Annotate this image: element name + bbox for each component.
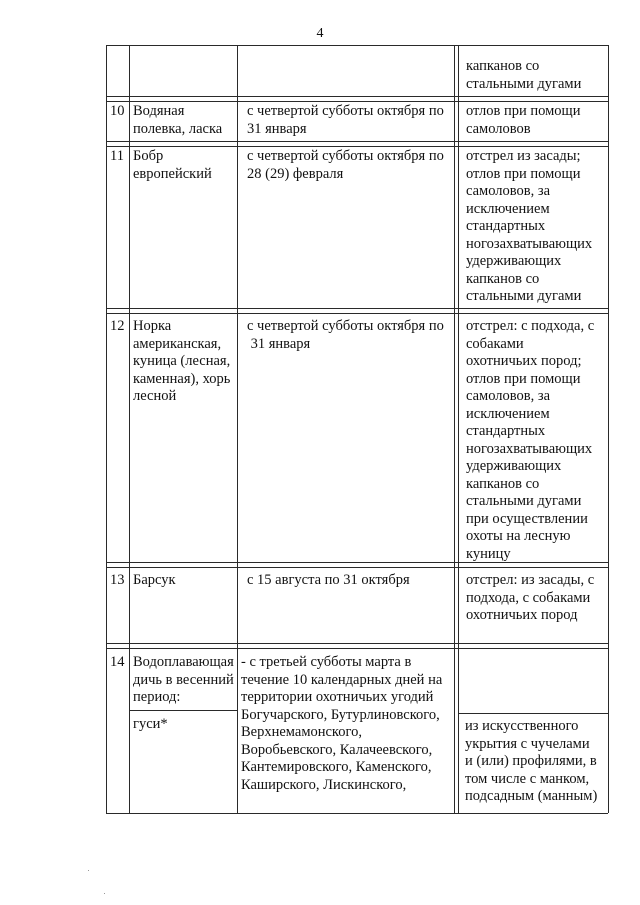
species-cell: Водоплавающая дичь в весенний период: bbox=[133, 654, 234, 705]
period-cell: с 15 августа по 31 октября bbox=[247, 572, 410, 588]
table-rule bbox=[608, 45, 609, 813]
scan-speck bbox=[104, 893, 105, 894]
scan-speck bbox=[88, 870, 89, 871]
period-cell: с четвертой субботы октября по 31 января bbox=[247, 318, 444, 352]
period-cell: с четвертой субботы октября по 31 января bbox=[247, 103, 444, 137]
row-number: 14 bbox=[110, 654, 125, 670]
method-cell: отстрел: из засады, с подхода, с собаками охотничьих пород bbox=[466, 572, 595, 623]
method-subcell: из искусственного укрытия с чучелами и (или) профилями, в том числе с манком, подсадным (манным) bbox=[465, 718, 598, 804]
species-cell: Норка американская, куница (лесная, каменная), хорь лесной bbox=[133, 318, 231, 404]
table-rule bbox=[106, 567, 608, 568]
table-rule bbox=[458, 713, 608, 714]
method-cell: отстрел: с подхода, с собаками охотничьих пород; отлов при помощи самоловов, за исключением стандартных ногозахватывающих удерживающих капканов со стальными дугами при осуществлении охоты на лесную куницу bbox=[466, 318, 595, 562]
table-rule bbox=[106, 96, 608, 97]
period-cell: с четвертой субботы октября по 28 (29) февраля bbox=[247, 148, 444, 182]
table-rule bbox=[106, 45, 608, 46]
page-number: 4 bbox=[316, 26, 324, 41]
method-cell: отстрел из засады; отлов при помощи самоловов, за исключением стандартных ногозахватывающих удерживающих капканов со стальными дугами bbox=[466, 148, 593, 304]
table-rule bbox=[106, 45, 107, 813]
row-number: 12 bbox=[110, 318, 125, 334]
table-rule bbox=[237, 45, 238, 813]
table-rule bbox=[106, 141, 608, 142]
species-cell: Барсук bbox=[133, 572, 176, 588]
table-rule bbox=[458, 45, 459, 813]
table-rule bbox=[106, 648, 608, 649]
table-rule bbox=[454, 45, 455, 813]
row-number: 11 bbox=[110, 148, 124, 164]
table-rule bbox=[106, 101, 608, 102]
table-rule bbox=[129, 45, 130, 813]
period-cell: - с третьей субботы марта в течение 10 календарных дней на территории охотничьих угодий Богучарского, Бутурлиновского, Верхнемамонского, Воробьевского, Калачеевского, Кантемировского, Каменского, Каширского, Лискинского, bbox=[241, 654, 443, 793]
table-rule bbox=[106, 813, 608, 814]
table-rule bbox=[106, 313, 608, 314]
row-number: 13 bbox=[110, 572, 125, 588]
table-rule bbox=[129, 710, 237, 711]
table-rule bbox=[106, 146, 608, 147]
species-cell: Бобр европейский bbox=[133, 148, 212, 182]
table-rule bbox=[106, 308, 608, 309]
table-rule bbox=[106, 643, 608, 644]
row-number: 10 bbox=[110, 103, 125, 119]
method-cell: капканов со стальными дугами bbox=[466, 58, 582, 92]
method-cell: отлов при помощи самоловов bbox=[466, 103, 581, 137]
species-cell: Водяная полевка, ласка bbox=[133, 103, 223, 137]
species-subcell: гуси* bbox=[133, 716, 168, 732]
